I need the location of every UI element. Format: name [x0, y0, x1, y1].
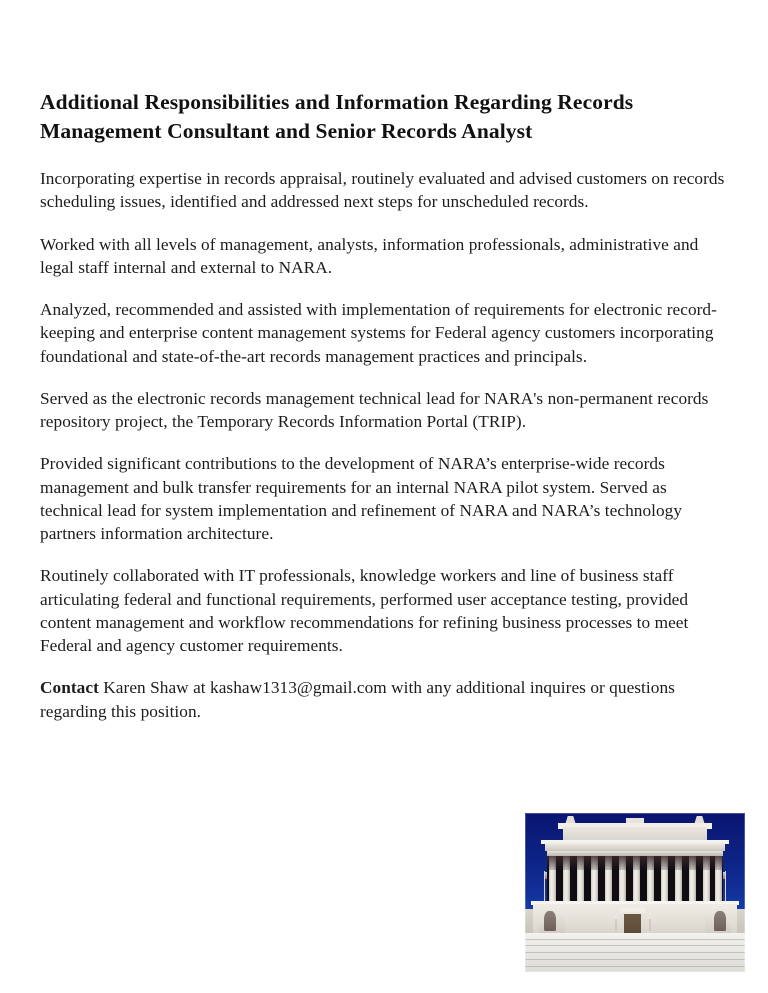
- national-archives-photo: [525, 813, 745, 972]
- photo-inner: [525, 813, 745, 972]
- flag-left-icon: [544, 871, 545, 904]
- flag-right-icon: [725, 871, 726, 904]
- contact-label: Contact: [40, 678, 99, 698]
- contact-text: Karen Shaw at kashaw1313@gmail.com with any additional inquires or questions regarding this position.: [40, 678, 675, 721]
- portico-shadow: [547, 856, 723, 870]
- body-paragraph-1: Incorporating expertise in records appraisal, routinely evaluated and advised customers on records scheduling issues, identified and addressed next steps for unscheduled records.: [40, 169, 725, 212]
- page-title: Additional Responsibilities and Information Regarding Records Management Consultant and Senior Records Analyst: [40, 90, 634, 143]
- body-paragraph-5: Provided significant contributions to the development of NARA’s enterprise-wide records management and bulk transfer requirements for an internal NARA pilot system. Served as technical lead for system implementation and refinement of NARA and NARA’s technology partners information architecture.: [40, 454, 683, 544]
- document-content: [40, 88, 730, 723]
- colonnade: [547, 856, 723, 904]
- lamp-post-right-icon: [649, 917, 651, 931]
- body-paragraph-3: Analyzed, recommended and assisted with implementation of requirements for electronic record-keeping and enterprise content management systems for Federal agency customers incorporating foundational and state-of-the-art records management practices and principals.: [40, 300, 717, 366]
- statue-right: [714, 911, 726, 931]
- contact-paragraph: [40, 676, 730, 723]
- body-paragraph-2: Worked with all levels of management, analysts, information professionals, administrative and legal staff internal and external to NARA.: [40, 234, 699, 277]
- lamp-post-left-icon: [615, 917, 617, 931]
- statue-left: [544, 911, 556, 931]
- entablature: [545, 842, 725, 851]
- entrance-steps: [525, 933, 745, 972]
- body-paragraph-4: Served as the electronic records management technical lead for NARA's non-permanent records repository project, the Temporary Records Information Portal (TRIP).: [40, 388, 709, 432]
- body-paragraph-6: Routinely collaborated with IT professionals, knowledge workers and line of business staff articulating federal and functional requirements, performed user acceptance testing, provided content management and workflow recommendations for refining business processes to meet Federal and agency customer requirements.: [40, 566, 689, 656]
